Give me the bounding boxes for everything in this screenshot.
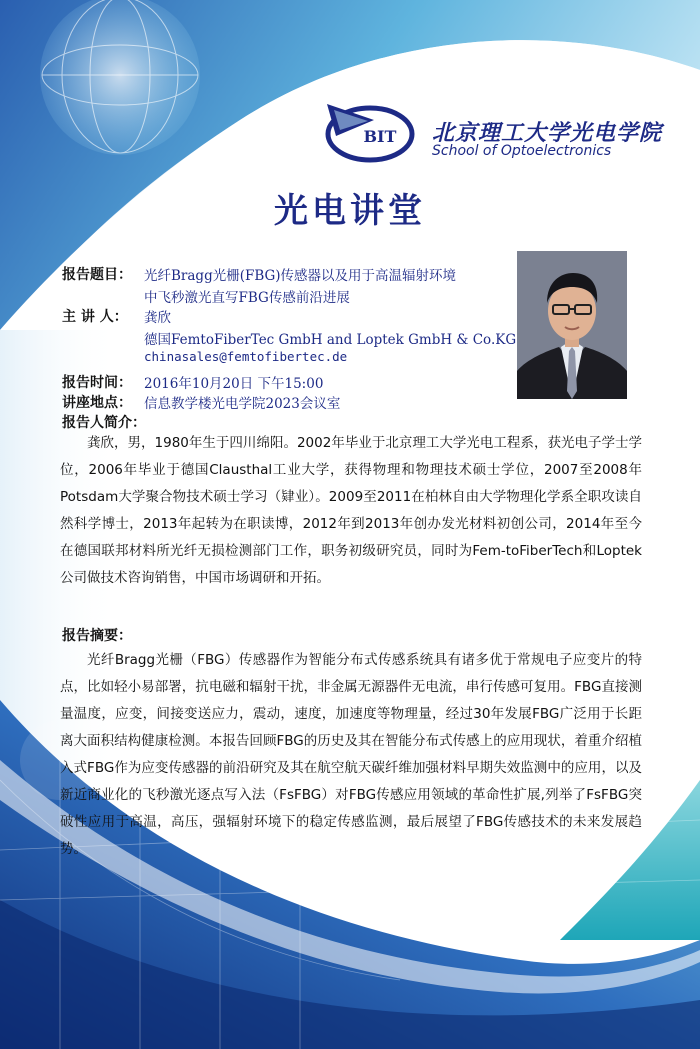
speaker-label: 主 讲 人： xyxy=(62,309,128,325)
page-title: 光电讲堂 xyxy=(274,191,426,231)
speaker-name: 龚欣 xyxy=(144,310,171,326)
bio-paragraph: 龚欣，男，1980年生于四川绵阳。2002年毕业于北京理工大学光电工程系，获光电子学士学位，2006年毕业于德国Clausthal工业大学，获得物理和物理技术硕士学位，2007至2008年Potsdam大学聚合物技术硕士学习（肄业）。2009至2011在柏林自由大学物理化学系全职攻读自然科学博士，2013年起转为在职读博，2012年到2013年创办发光材料初创公司，2014年至今在德国联邦材料所光纤无损检测部门工作，职务初级研究员，同时为Fem-toFiberTech和Loptek公司做技术咨询销售，中国市场调研和开拓。 xyxy=(60,435,642,586)
place-label: 讲座地点： xyxy=(62,395,132,411)
topic-line-1: 光纤Bragg光栅(FBG)传感器以及用于高温辐射环境 xyxy=(144,268,457,284)
svg-text:BIT: BIT xyxy=(363,127,397,146)
speaker-photo xyxy=(517,251,627,399)
abstract-paragraph: 光纤Bragg光栅（FBG）传感器作为智能分布式传感系统具有诸多优于常规电子应变片的特点，比如轻小易部署，抗电磁和辐射干扰，非金属无源器件无电流，串行传感可复用。FBG直接测量温度，应变，间接变送应力，震动，速度，加速度等物理量，经过30年发展FBG广泛用于长距离大面积结构健康检测。本报告回顾FBG的历史及其在智能分布式传感上的应用现状，着重介绍植入式FBG作为应变传感器的前沿研究及其在航空航天碳纤维加强材料早期失效监测中的应用，以及新近商业化的飞秒激光逐点写入法（FsFBG）对FBG传感应用领域的革命性扩展,列举了FsFBG突破性应用于高温，高压，强辐射环境下的稳定传感监测，最后展望了FBG传感技术的未来发展趋势。 xyxy=(60,652,642,857)
speaker-affiliation: 德国FemtoFiberTec GmbH and Loptek GmbH & Co.KG xyxy=(144,332,517,348)
bio-label: 报告人简介： xyxy=(62,415,146,431)
abstract-label: 报告摘要： xyxy=(62,628,132,644)
time-label: 报告时间： xyxy=(62,375,132,391)
speaker-email: chinasales@femtofibertec.de xyxy=(144,349,348,364)
topic-label: 报告题目： xyxy=(62,267,132,283)
school-name-en: School of Optoelectronics xyxy=(432,143,612,159)
time-value: 2016年10月20日 下午15:00 xyxy=(144,376,324,392)
bit-logo xyxy=(322,96,422,166)
school-name-cn: 北京理工大学光电学院 xyxy=(432,121,663,146)
topic-line-2: 中飞秒激光直写FBG传感前沿进展 xyxy=(144,290,350,306)
place-value: 信息教学楼光电学院2023会议室 xyxy=(144,396,341,412)
